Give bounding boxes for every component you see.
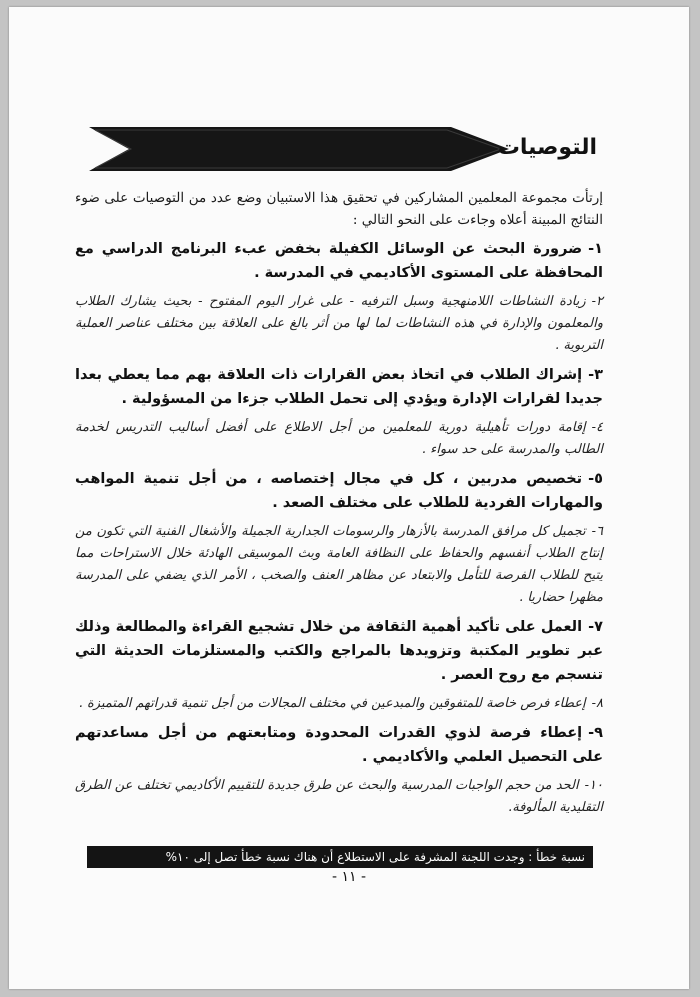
recommendation-3: ٣-إشراك الطلاب في اتخاذ بعض القرارات ذات العلاقة بهم مما يعطي بعدا جديدا لقرارات الإدارة ويؤدي إلى تحمل الطلاب جزءا من المسؤولية .	[75, 367, 603, 407]
recommendation-5: ٥-تخصيص مدربين ، كل في مجال إختصاصه ، من أجل تنمية المواهب والمهارات الفردية للطلاب على مختلف الصعد .	[75, 471, 603, 511]
document-page	[9, 7, 689, 989]
recommendation-9: ٩-إعطاء فرصة لذوي القدرات المحدودة ومتابعتهم من أجل مساعدتهم على التحصيل العلمي والأكاديمي .	[75, 725, 603, 765]
intro-paragraph: إرتأت مجموعة المعلمين المشاركين في تحقيق هذا الاستبيان وضع عدد من التوصيات على ضوء النتائج المبينة أعلاه وجاءت على النحو التالي :	[75, 190, 603, 228]
recommendation-8: ٨-إعطاء فرص خاصة للمتفوقين والمبدعين في مختلف المجالات من أجل تنمية قدراتهم المتميزة .	[78, 696, 603, 711]
recommendation-7: ٧-العمل على تأكيد أهمية الثقافة من خلال تشجيع القراءة والمطالعة وذلك عبر تطوير المكتبة وتزويدها بالمراجع والكتب والمستلزمات الحديثة التي تنسجم مع روح العصر .	[75, 619, 603, 683]
page-number: - ١١ -	[331, 869, 367, 885]
page-title: التوصيات	[497, 135, 597, 160]
recommendation-6: ٦-تجميل كل مرافق المدرسة بالأزهار والرسومات الجدارية الجميلة والأشغال الفنية التي تكون من إنتاج الطلاب أنفسهم والحفاظ على النظافة العامة وبث الموسيقى الهادئة خلال الاستراحات مما يتيح للطلاب الفرصة للتأمل والابتعاد عن مظاهر العنف والصخب ، الأمر الذي يضفي على المدرسة مظهرا حضاريا .	[75, 524, 603, 605]
recommendation-2: ٢-زيادة النشاطات اللامنهجية وسبل الترفيه - على غرار اليوم المفتوح - بحيث يشارك الطلاب والمعلمون والإدارة في هذه النشاطات لما لها من أثر بالغ على العلاقة بين مختلف عناصر العملية التربوية .	[75, 294, 603, 353]
banner-arrow-shape	[89, 127, 509, 171]
section-header	[89, 127, 609, 171]
error-margin-note: نسبة خطأ : وجدت اللجنة المشرفة على الاستطلاع أن هناك نسبة خطأ تصل إلى ١٠%	[87, 846, 593, 868]
recommendations-body	[75, 187, 603, 825]
recommendation-1: ١-ضرورة البحث عن الوسائل الكفيلة بخفض عبء البرنامج الدراسي مع المحافظة على المستوى الأكاديمي في المدرسة .	[75, 241, 603, 281]
recommendation-4: ٤-إقامة دورات تأهيلية دورية للمعلمين من أجل الاطلاع على أفضل أساليب التدريس لخدمة الطالب والمدرسة على حد سواء .	[75, 420, 603, 457]
recommendation-10: ١٠-الحد من حجم الواجبات المدرسية والبحث عن طرق جديدة للتقييم الأكاديمي تختلف عن الطرق التقليدية المألوفة.	[75, 778, 603, 815]
